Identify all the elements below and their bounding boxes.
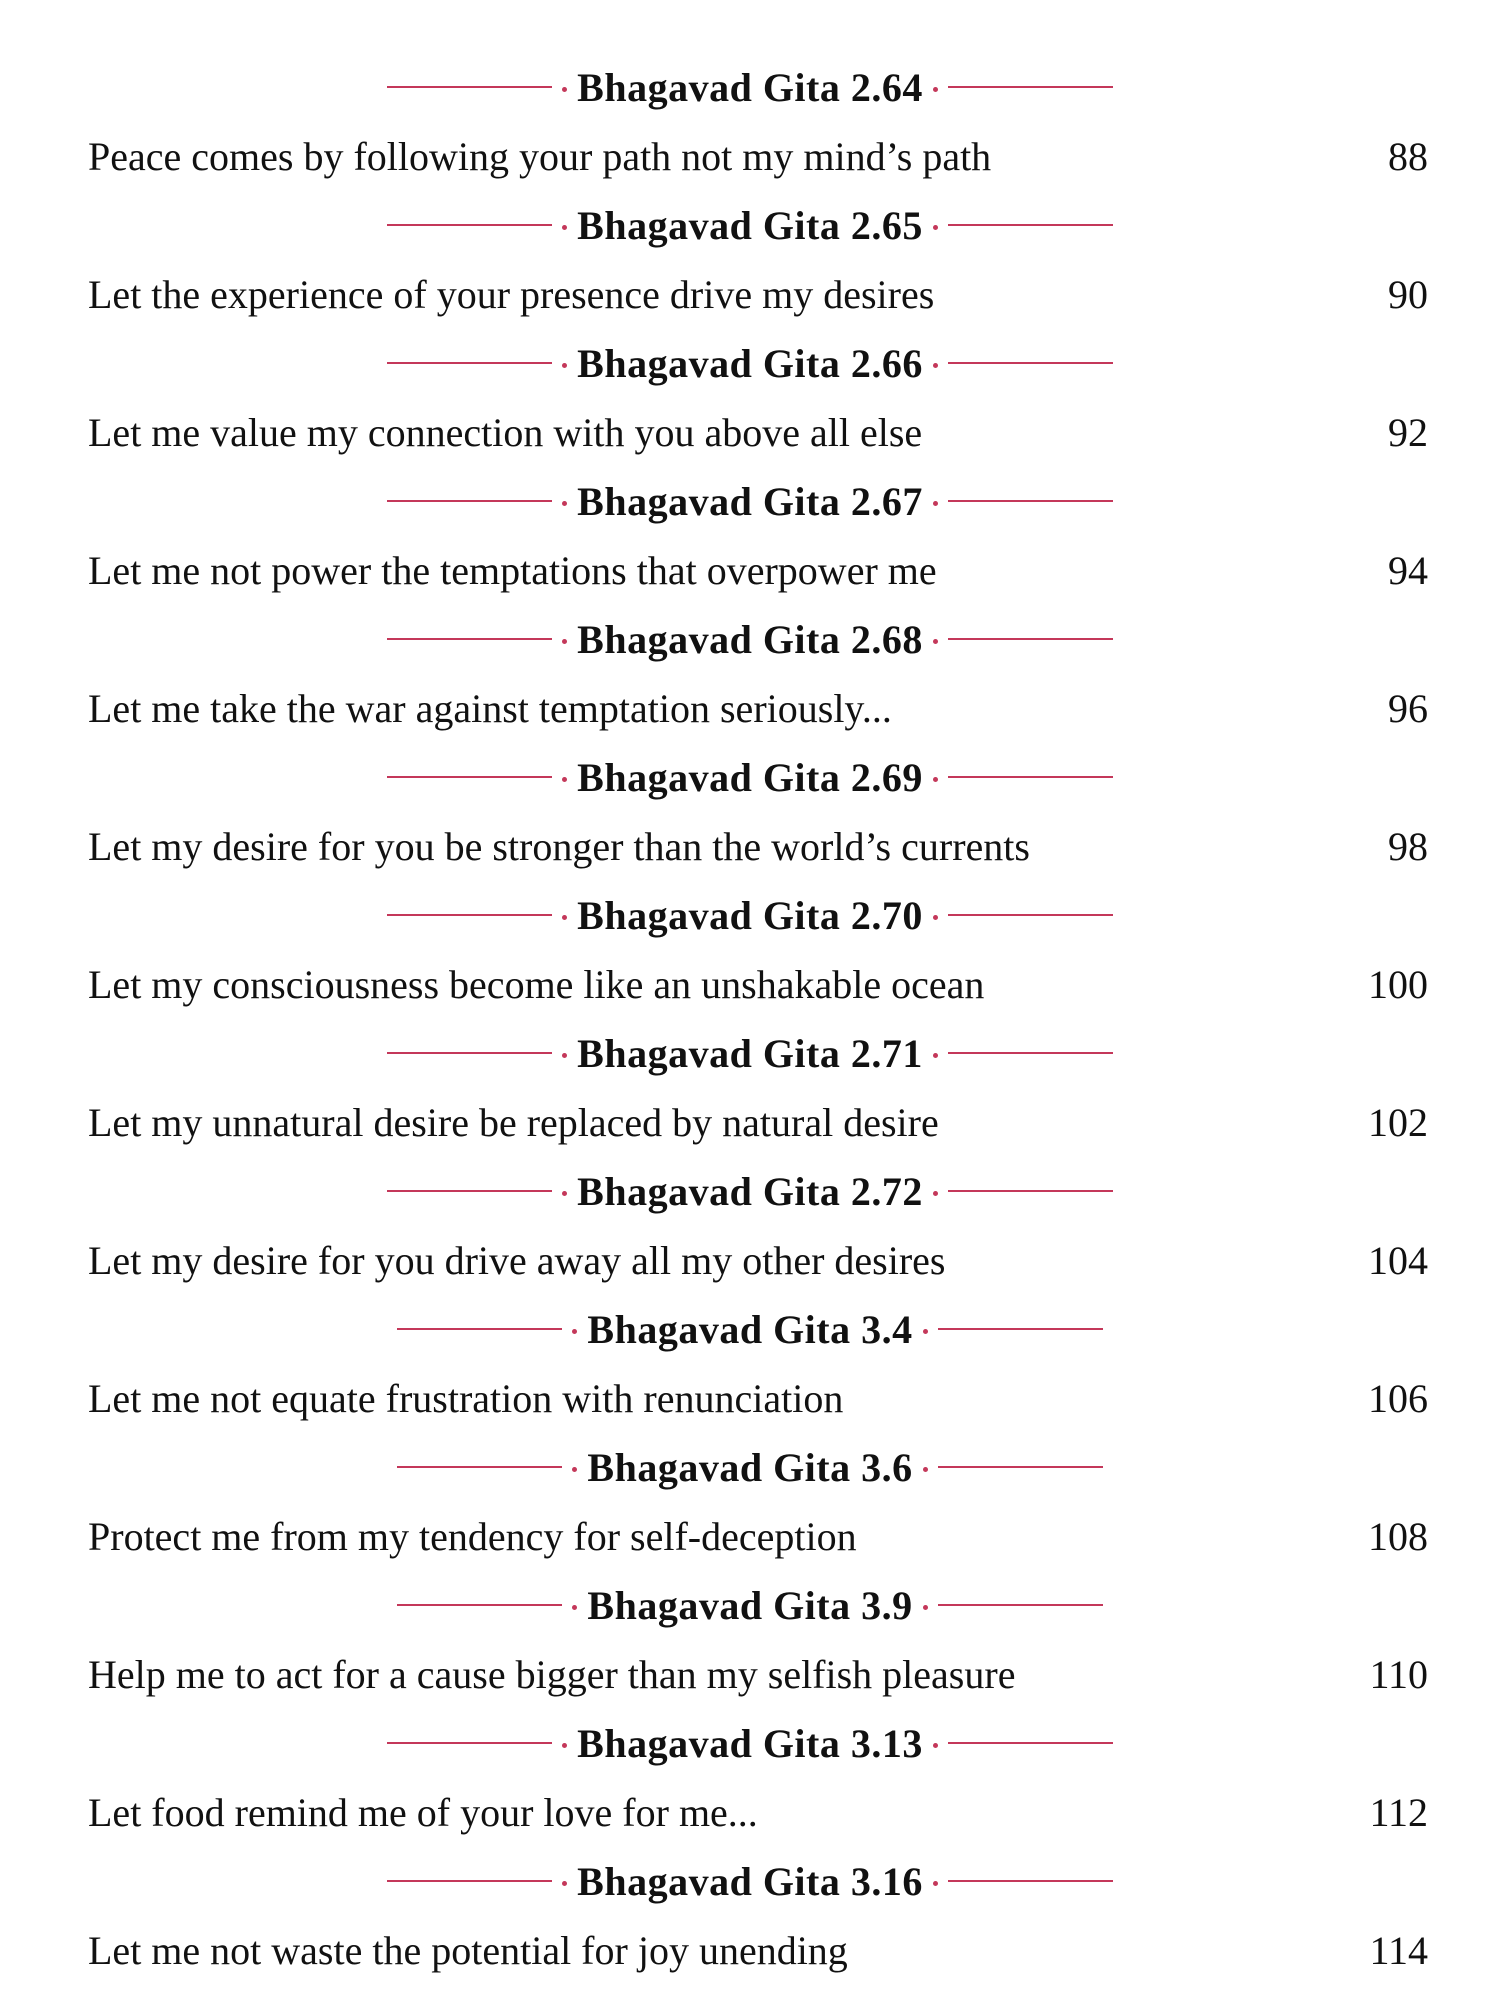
chapter-title: Let my desire for you be stronger than the world’s currents	[88, 823, 1030, 869]
left-dot	[562, 363, 567, 368]
verse-heading	[0, 1024, 1500, 1082]
left-rule	[387, 776, 552, 778]
right-dot	[923, 1329, 928, 1334]
right-dot	[933, 1881, 938, 1886]
verse-heading	[0, 472, 1500, 530]
right-rule	[948, 1880, 1113, 1882]
chapter-line[interactable]	[0, 1634, 1500, 1714]
toc-entry	[0, 58, 1500, 196]
chapter-title: Peace comes by following your path not my mind’s path	[88, 133, 992, 179]
verse-heading	[0, 1300, 1500, 1358]
left-dot	[572, 1605, 577, 1610]
page-number: 88	[1388, 133, 1428, 179]
verse-heading	[0, 748, 1500, 806]
chapter-line[interactable]	[0, 116, 1500, 196]
left-dot	[562, 639, 567, 644]
chapter-line[interactable]	[0, 1220, 1500, 1300]
left-dot	[562, 225, 567, 230]
left-rule	[387, 914, 552, 916]
right-rule	[938, 1328, 1103, 1330]
verse-reference: Bhagavad Gita 3.13	[577, 1720, 923, 1766]
verse-reference: Bhagavad Gita 2.66	[577, 340, 923, 386]
left-rule	[387, 500, 552, 502]
right-rule	[948, 86, 1113, 88]
left-rule	[387, 638, 552, 640]
chapter-line[interactable]	[0, 1082, 1500, 1162]
verse-reference: Bhagavad Gita 2.68	[577, 616, 923, 662]
verse-reference: Bhagavad Gita 2.70	[577, 892, 923, 938]
chapter-title: Let me value my connection with you above all else	[88, 409, 923, 455]
left-dot	[572, 1329, 577, 1334]
verse-heading	[0, 886, 1500, 944]
page-number: 106	[1368, 1375, 1428, 1421]
chapter-title: Let me take the war against temptation seriously...	[88, 685, 892, 731]
right-dot	[933, 777, 938, 782]
toc-entry	[0, 1024, 1500, 1162]
right-dot	[933, 1053, 938, 1058]
left-rule	[387, 1190, 552, 1192]
right-rule	[948, 224, 1113, 226]
left-rule	[387, 1052, 552, 1054]
page-number: 102	[1368, 1099, 1428, 1145]
left-rule	[387, 1742, 552, 1744]
toc-entry	[0, 1852, 1500, 1990]
chapter-line[interactable]	[0, 1772, 1500, 1852]
toc-entry	[0, 196, 1500, 334]
page-number: 112	[1369, 1789, 1428, 1835]
chapter-line[interactable]	[0, 668, 1500, 748]
chapter-line[interactable]	[0, 1496, 1500, 1576]
table-of-contents	[0, 58, 1500, 1990]
left-dot	[572, 1467, 577, 1472]
left-rule	[387, 1880, 552, 1882]
left-dot	[562, 777, 567, 782]
verse-reference: Bhagavad Gita 2.67	[577, 478, 923, 524]
right-dot	[933, 1191, 938, 1196]
chapter-title: Let me not waste the potential for joy unending	[88, 1927, 848, 1973]
chapter-line[interactable]	[0, 254, 1500, 334]
chapter-line[interactable]	[0, 392, 1500, 472]
left-dot	[562, 1191, 567, 1196]
left-dot	[562, 915, 567, 920]
page-number: 108	[1368, 1513, 1428, 1559]
verse-heading	[0, 610, 1500, 668]
chapter-title: Let the experience of your presence drive my desires	[88, 271, 935, 317]
page-number: 96	[1388, 685, 1428, 731]
right-dot	[923, 1605, 928, 1610]
left-dot	[562, 87, 567, 92]
verse-reference: Bhagavad Gita 3.9	[587, 1582, 913, 1628]
chapter-title: Protect me from my tendency for self-deception	[88, 1513, 857, 1559]
verse-heading	[0, 196, 1500, 254]
right-dot	[933, 501, 938, 506]
toc-entry	[0, 886, 1500, 1024]
verse-heading	[0, 1438, 1500, 1496]
right-rule	[948, 1742, 1113, 1744]
right-dot	[923, 1467, 928, 1472]
verse-reference: Bhagavad Gita 3.16	[577, 1858, 923, 1904]
verse-reference: Bhagavad Gita 2.71	[577, 1030, 923, 1076]
verse-heading	[0, 1162, 1500, 1220]
chapter-line[interactable]	[0, 1358, 1500, 1438]
chapter-line[interactable]	[0, 530, 1500, 610]
toc-entry	[0, 1714, 1500, 1852]
right-rule	[948, 638, 1113, 640]
toc-entry	[0, 1438, 1500, 1576]
chapter-title: Let my unnatural desire be replaced by natural desire	[88, 1099, 939, 1145]
verse-heading	[0, 1576, 1500, 1634]
toc-entry	[0, 748, 1500, 886]
page-number: 104	[1368, 1237, 1428, 1283]
right-dot	[933, 1743, 938, 1748]
right-rule	[948, 362, 1113, 364]
chapter-title: Let my desire for you drive away all my other desires	[88, 1237, 946, 1283]
chapter-title: Let food remind me of your love for me...	[88, 1789, 758, 1835]
left-rule	[387, 362, 552, 364]
verse-heading	[0, 1714, 1500, 1772]
chapter-line[interactable]	[0, 1910, 1500, 1990]
toc-entry	[0, 1162, 1500, 1300]
chapter-title: Let my consciousness become like an unshakable ocean	[88, 961, 985, 1007]
chapter-title: Let me not power the temptations that overpower me	[88, 547, 937, 593]
left-rule	[387, 224, 552, 226]
right-rule	[948, 776, 1113, 778]
right-dot	[933, 87, 938, 92]
verse-reference: Bhagavad Gita 3.4	[587, 1306, 913, 1352]
page-number: 100	[1368, 961, 1428, 1007]
toc-entry	[0, 610, 1500, 748]
left-rule	[397, 1604, 562, 1606]
page-number: 98	[1388, 823, 1428, 869]
left-rule	[397, 1466, 562, 1468]
page-number: 92	[1388, 409, 1428, 455]
left-dot	[562, 1881, 567, 1886]
right-dot	[933, 225, 938, 230]
right-rule	[948, 500, 1113, 502]
page-number: 110	[1369, 1651, 1428, 1697]
left-dot	[562, 501, 567, 506]
right-rule	[938, 1466, 1103, 1468]
left-rule	[397, 1328, 562, 1330]
verse-reference: Bhagavad Gita 2.64	[577, 64, 923, 110]
right-rule	[948, 1190, 1113, 1192]
left-rule	[387, 86, 552, 88]
page-number: 90	[1388, 271, 1428, 317]
verse-heading	[0, 334, 1500, 392]
toc-entry	[0, 1300, 1500, 1438]
left-dot	[562, 1053, 567, 1058]
toc-entry	[0, 1576, 1500, 1714]
page-number: 114	[1369, 1927, 1428, 1973]
right-rule	[938, 1604, 1103, 1606]
right-dot	[933, 363, 938, 368]
left-dot	[562, 1743, 567, 1748]
chapter-title: Let me not equate frustration with renunciation	[88, 1375, 844, 1421]
right-rule	[948, 1052, 1113, 1054]
verse-reference: Bhagavad Gita 2.72	[577, 1168, 923, 1214]
right-dot	[933, 639, 938, 644]
right-dot	[933, 915, 938, 920]
page-number: 94	[1388, 547, 1428, 593]
right-rule	[948, 914, 1113, 916]
verse-reference: Bhagavad Gita 2.65	[577, 202, 923, 248]
chapter-title: Help me to act for a cause bigger than my selfish pleasure	[88, 1651, 1016, 1697]
verse-heading	[0, 1852, 1500, 1910]
chapter-line[interactable]	[0, 806, 1500, 886]
verse-reference: Bhagavad Gita 2.69	[577, 754, 923, 800]
toc-entry	[0, 472, 1500, 610]
chapter-line[interactable]	[0, 944, 1500, 1024]
toc-entry	[0, 334, 1500, 472]
verse-heading	[0, 58, 1500, 116]
verse-reference: Bhagavad Gita 3.6	[587, 1444, 913, 1490]
